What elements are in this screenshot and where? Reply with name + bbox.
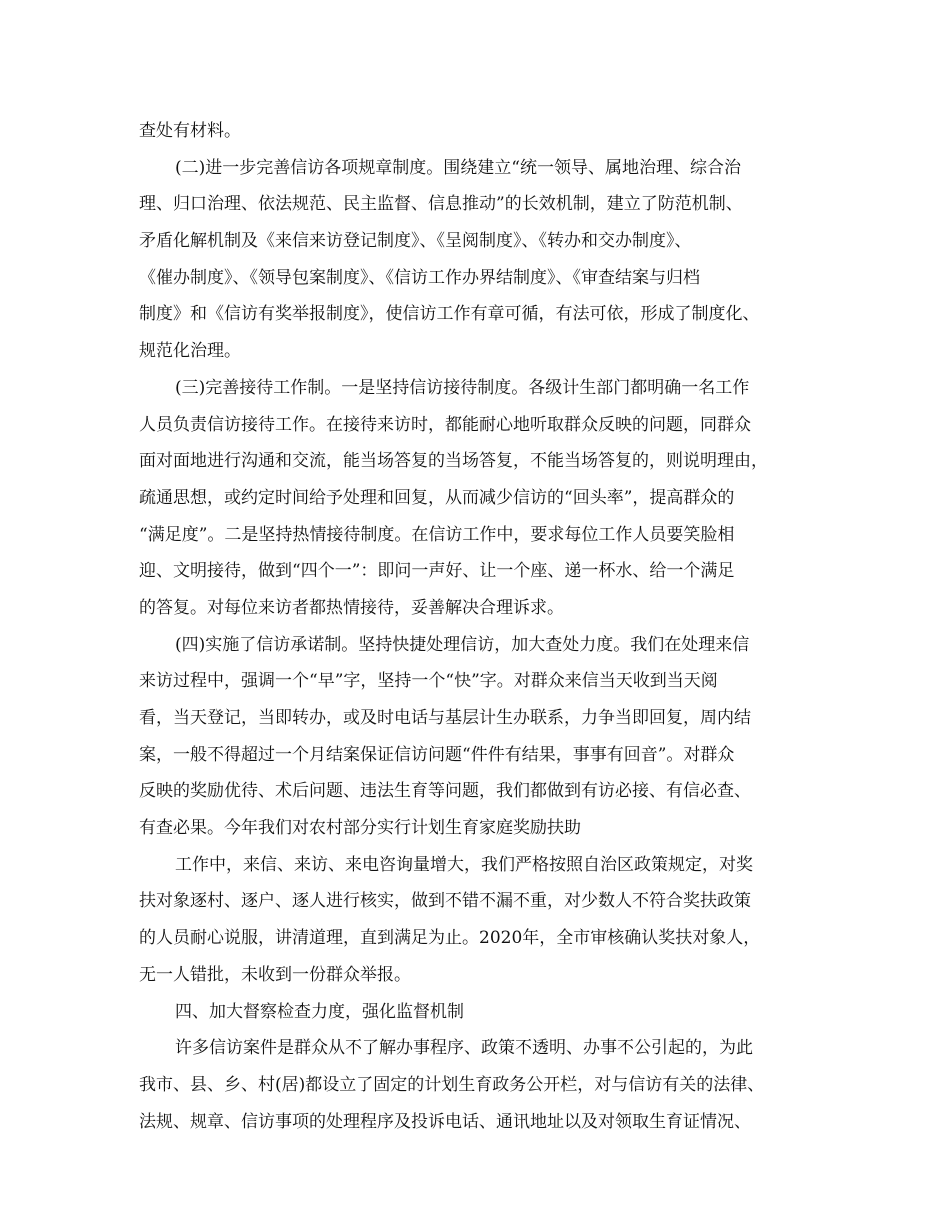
document-body	[139, 113, 829, 1140]
text-line: 有查必果。今年我们对农村部分实行计划生育家庭奖励扶助	[139, 818, 581, 839]
text-line: 制度》和《信访有奖举报制度》，使信访工作有章可循，有法可依，形成了制度化、	[139, 304, 760, 325]
text-line: “满足度”。二是坚持热情接待制度。在信访工作中，要求每位工作人员要笑脸相	[139, 524, 735, 545]
text-line: 反映的奖励优待、术后问题、违法生育等问题，我们都做到有访必接、有信必查、	[139, 781, 751, 802]
text-line: 规范化治理。	[139, 341, 241, 362]
text-line: 法规、规章、信访事项的处理程序及投诉电话、通讯地址以及对领取生育证情况、	[139, 1111, 751, 1132]
text-line: 无一人错批，未收到一份群众举报。	[139, 964, 411, 985]
text-line: (二)进一步完善信访各项规章制度。围绕建立“统一领导、属地治理、综合治	[175, 157, 741, 178]
text-line: 看，当天登记，当即转办，或及时电话与基层计生办联系，力争当即回复，周内结	[139, 708, 751, 728]
text-line: 来访过程中，强调一个“早”字，坚持一个“快”字。对群众来信当天收到当天阅	[139, 671, 718, 692]
text-line: 许多信访案件是群众从不了解办事程序、政策不透明、办事不公引起的，为此	[175, 1038, 753, 1059]
text-line: 疏通思想，或约定时间给予处理和回复，从而减少信访的“回头率”，提高群众的	[139, 487, 735, 508]
text-line: 矛盾化解机制及《来信来访登记制度》、《呈阅制度》、《转办和交办制度》、	[139, 231, 692, 252]
text-line: 四、加大督察检查力度，强化监督机制	[175, 1001, 464, 1022]
text-line: (四)实施了信访承诺制。坚持快捷处理信访，加大查处力度。我们在处理来信	[175, 634, 750, 655]
text-line: 工作中，来信、来访、来电咨询量增大，我们严格按照自治区政策规定，对奖	[175, 854, 753, 875]
text-line: 人员负责信访接待工作。在接待来访时，都能耐心地听取群众反映的问题，同群众	[139, 414, 751, 435]
text-line: 的人员耐心说服，讲清道理，直到满足为止。2020年，全市审核确认奖扶对象人，	[139, 928, 761, 949]
text-line: 理、归口治理、依法规范、民主监督、信息推动”的长效机制，建立了防范机制、	[139, 194, 743, 215]
text-line: 《催办制度》、《领导包案制度》、《信访工作办界结制度》、《审查结案与归档	[139, 267, 700, 288]
text-line: 面对面地进行沟通和交流，能当场答复的当场答复，不能当场答复的，则说明理由，	[139, 451, 768, 472]
text-line: (三)完善接待工作制。一是坚持信访接待制度。各级计生部门都明确一名工作	[175, 377, 750, 398]
text-line: 查处有材料。	[139, 121, 241, 141]
text-line: 的答复。对每位来访者都热情接待，妥善解决合理诉求。	[139, 597, 564, 618]
text-line: 迎、文明接待，做到“四个一”：即问一声好、让一个座、递一杯水、给一个满足	[139, 561, 735, 582]
text-line: 我市、县、乡、村(居)都设立了固定的计划生育政务公开栏，对与信访有关的法律、	[139, 1074, 765, 1095]
text-line: 扶对象逐村、逐户、逐人进行核实，做到不错不漏不重，对少数人不符合奖扶政策	[139, 891, 751, 912]
text-line: 案，一般不得超过一个月结案保证信访问题“件件有结果，事事有回音”。对群众	[139, 744, 735, 765]
